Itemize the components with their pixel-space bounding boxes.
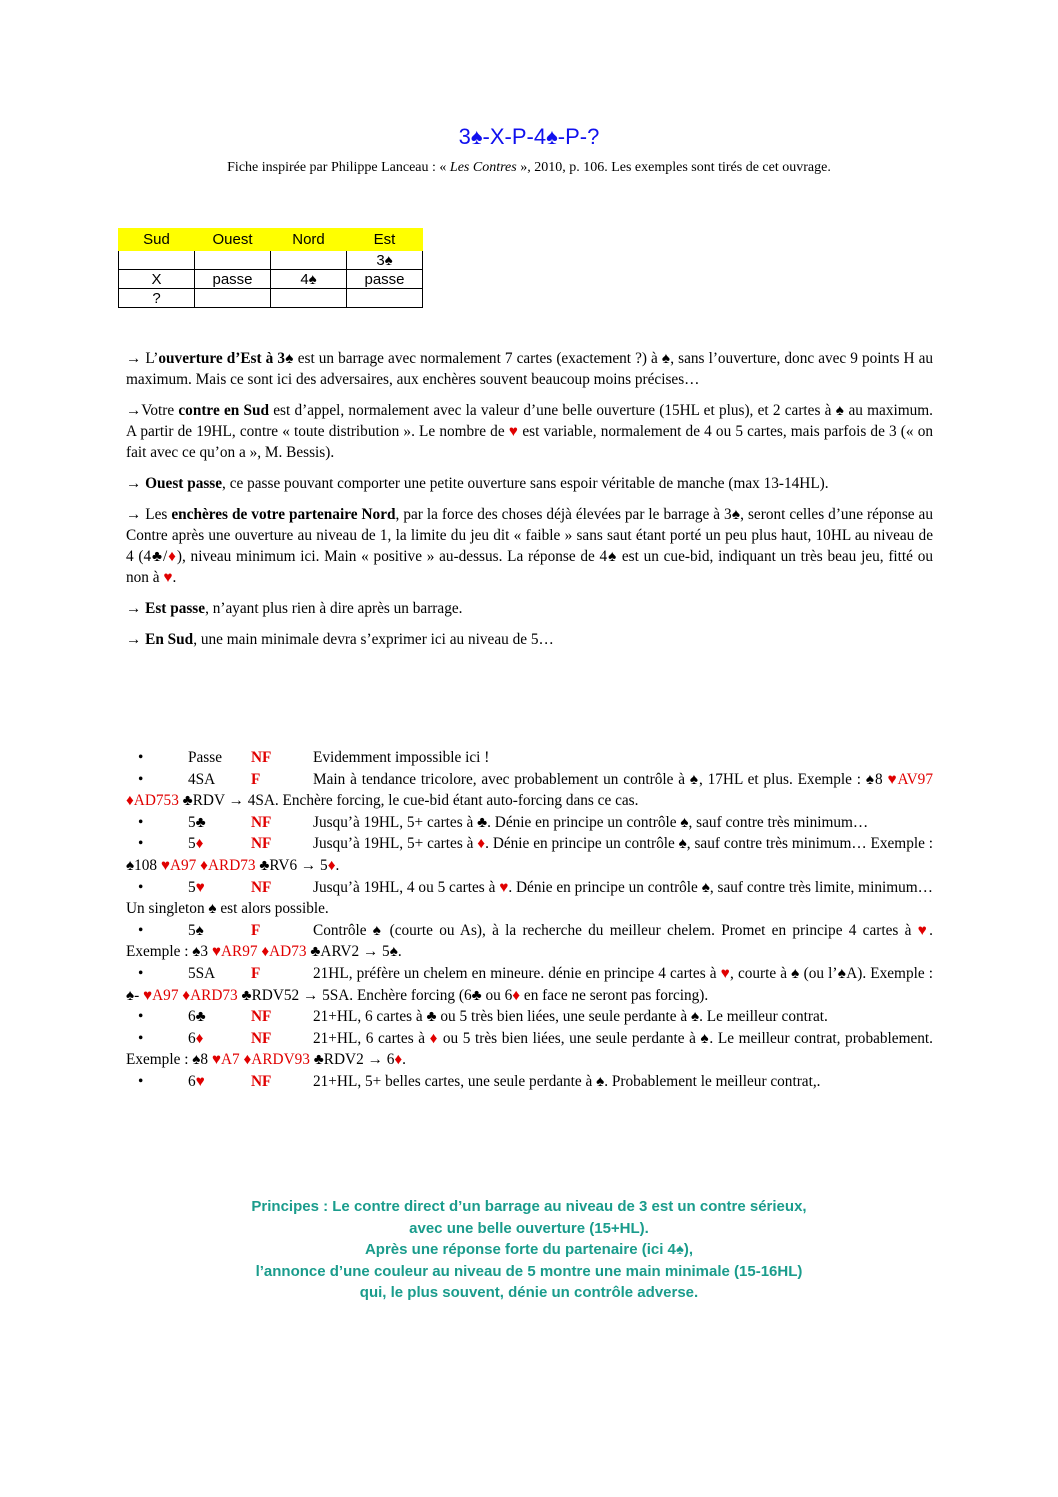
auction-cell: passe: [347, 270, 423, 289]
explanation-section: [126, 348, 933, 660]
auction-row: [119, 270, 423, 289]
header-sud: Sud: [119, 229, 195, 251]
auction-cell: [195, 289, 271, 308]
auction-table: [118, 228, 423, 308]
subtitle-before: Fiche inspirée par Philippe Lanceau : «: [227, 160, 450, 175]
auction-row: [119, 251, 423, 270]
auction-cell: ?: [119, 289, 195, 308]
list-item: • Passe NF Evidemment impossible ici !: [138, 749, 490, 766]
paragraph-east-opening: → L’ouverture d’Est à 3♠ est un barrage avec normalement 7 cartes (exactement ?) à ♠, sans l’ouverture, donc avec 9 points H au maximum. Mais ce sont ici des adversaires, aux enchères souvent beaucoup moins précises…: [126, 350, 934, 388]
responses-list: [126, 747, 933, 1093]
principles-box: [0, 1196, 1058, 1304]
header-nord: Nord: [271, 229, 347, 251]
page-title: 3♠-X-P-4♠-P-?: [458, 124, 600, 149]
list-item: • 5SA F 21HL, préfère un chelem en mineure. dénie en principe 4 cartes à ♥, courte à ♠ (ou l’♠A). Exemple : ♠- ♥A97 ♦ARD73 ♣RDV52 → 5SA. Enchère forcing (6♣ ou 6♦ en face ne seront pas forcing).: [126, 964, 933, 1004]
book-title: Les Contres: [449, 160, 517, 175]
paragraph-south-double: →Votre contre en Sud est d’appel, normalement avec la valeur d’une belle ouverture (15HL et plus), et 2 cartes à ♠ au maximum. A partir de 19HL, contre « toute distribution ». Le nombre de ♥ est variable, normalement de 4 ou 5 cartes, mais parfois de 3 (« on fait avec ce qu’on a », M. Bessis).: [126, 402, 933, 461]
header-est: Est: [347, 229, 423, 251]
auction-row: [119, 289, 423, 308]
principle-line: Après une réponse forte du partenaire (ici 4♠),: [364, 1241, 694, 1258]
list-item: • 6♥ NF 21+HL, 5+ belles cartes, une seule perdante à ♠. Probablement le meilleur contrat,.: [138, 1072, 821, 1090]
list-item: • 5♥ NF Jusqu’à 19HL, 4 ou 5 cartes à ♥. Dénie en principe un contrôle ♠, sauf contre très limite, minimum… Un singleton ♠ est alors possible.: [126, 878, 933, 918]
list-item: • 5♣ NF Jusqu’à 19HL, 5+ cartes à ♣. Dénie en principe un contrôle ♠, sauf contre très minimum…: [138, 813, 869, 831]
auction-cell: 3♠: [347, 251, 423, 270]
header-ouest: Ouest: [195, 229, 271, 251]
auction-cell: [271, 289, 347, 308]
paragraph-west-pass: → Ouest passe, ce passe pouvant comporter une petite ouverture sans espoir véritable de manche (max 13-14HL).: [126, 475, 829, 492]
auction-cell: [347, 289, 423, 308]
list-item: • 5♠ F Contrôle ♠ (courte ou As), à la recherche du meilleur chelem. Promet en principe 4 cartes à ♥. Exemple : ♠3 ♥AR97 ♦AD73 ♣ARV2 → 5♠.: [126, 921, 933, 961]
list-item: • 6♦ NF 21+HL, 6 cartes à ♦ ou 5 très bien liées, une seule perdante à ♠. Le meilleur contrat, probablement. Exemple : ♠8 ♥A7 ♦ARDV93 ♣RDV2 → 6♦.: [126, 1029, 933, 1069]
principle-line: Principes : Le contre direct d’un barrage au niveau de 3 est un contre sérieux,: [251, 1198, 807, 1215]
paragraph-north-bids: → Les enchères de votre partenaire Nord, par la force des choses déjà élevées par le barrage à 3♠, seront celles d’une réponse au Contre après une ouverture au niveau de 1, la limite du jeu dit « faible » sans saut étant porté un peu plus haut, 10HL au niveau de 4 (4♣/♦), niveau minimum ici. Main « positive » au-dessus. La réponse de 4♠ est un cue-bid, indiquant un très beau jeu, fitté ou non à ♥.: [126, 506, 933, 586]
auction-cell: X: [119, 270, 195, 289]
paragraph-east-pass: → Est passe, n’ayant plus rien à dire après un barrage.: [126, 600, 463, 617]
principle-line: l’annonce d’une couleur au niveau de 5 montre une main minimale (15-16HL): [255, 1262, 803, 1280]
auction-cell: [271, 251, 347, 270]
auction-cell: 4♠: [271, 270, 347, 289]
auction-cell: passe: [195, 270, 271, 289]
list-item: • 5♦ NF Jusqu’à 19HL, 5+ cartes à ♦. Dénie en principe un contrôle ♠, sauf contre très minimum… Exemple : ♠108 ♥A97 ♦ARD73 ♣RV6 → 5♦.: [126, 835, 933, 874]
list-item: • 6♣ NF 21+HL, 6 cartes à ♣ ou 5 très bien liées, une seule perdante à ♠. Le meilleur contrat.: [138, 1008, 828, 1026]
subtitle: [0, 160, 1058, 176]
paragraph-south-rebid: → En Sud, une main minimale devra s’exprimer ici au niveau de 5…: [126, 631, 554, 648]
auction-cell: [119, 251, 195, 270]
principle-line: avec une belle ouverture (15+HL).: [409, 1219, 649, 1237]
subtitle-after: », 2010, p. 106. Les exemples sont tirés de cet ouvrage.: [516, 160, 831, 175]
auction-cell: [195, 251, 271, 270]
principle-line: qui, le plus souvent, dénie un contrôle adverse.: [359, 1284, 699, 1301]
list-item: • 4SA F Main à tendance tricolore, avec probablement un contrôle à ♠, 17HL et plus. Exemple : ♠8 ♥AV97 ♦AD753 ♣RDV → 4SA. Enchère forcing, le cue-bid étant auto-forcing dans ce cas.: [126, 770, 933, 810]
